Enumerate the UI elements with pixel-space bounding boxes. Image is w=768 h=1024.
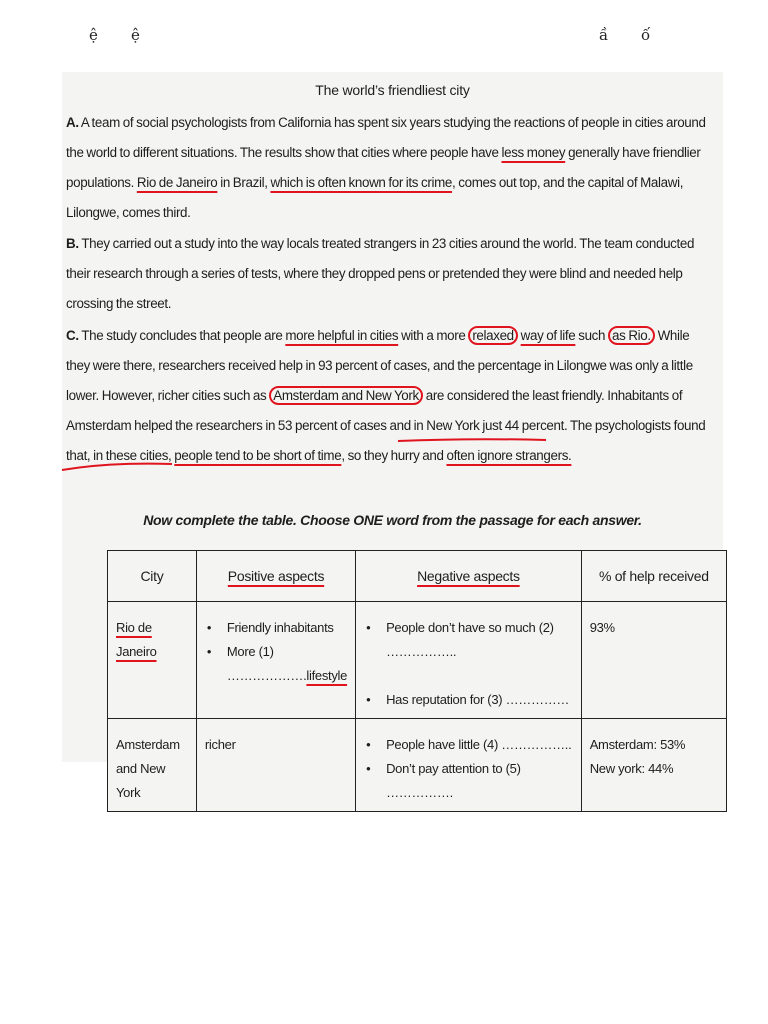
paragraph-text: in Brazil, [217, 175, 271, 190]
circled-word: as Rio. [608, 326, 655, 345]
header-glyph-2: ệ [131, 26, 140, 44]
answer-line [205, 664, 347, 688]
underlined-phrase: often ignore strangers. [446, 448, 572, 463]
answer-table [107, 550, 727, 812]
paragraph-a [66, 108, 706, 228]
list-item: • Don’t pay attention to (5) ……………. [364, 757, 573, 805]
positive-list [205, 616, 347, 664]
paragraph-letter: B. [66, 236, 79, 251]
answer-dots: ………………. [226, 668, 307, 683]
paragraph-text: are considered the least friendly. Inhabitants of Amsterdam helped the researchers in 53 percent of cases and in New York just 44 percent. The psychologists found that, in these cities, [66, 388, 706, 463]
paragraph-text: A team of social psychologists from California has spent six years studying the reactions of people in cities around the world to different situations. The results show that cities where people have [66, 115, 706, 160]
negative-list [364, 616, 573, 712]
underlined-phrase: more helpful in cities [285, 328, 399, 343]
header-positive [196, 551, 355, 602]
city-name: Rio de Janeiro [116, 620, 157, 659]
circled-word: relaxed [468, 326, 517, 345]
list-item: • More (1) [205, 640, 347, 664]
list-item: • Friendly inhabitants [205, 616, 347, 640]
table-header-row [108, 551, 727, 602]
percent-newyork: New york: 44% [589, 761, 674, 776]
cell-negative [356, 719, 582, 812]
table-row-amsterdam-newyork [108, 719, 727, 812]
paragraph-b [66, 229, 706, 319]
list-item: • Has reputation for (3) …………… [364, 688, 573, 712]
paragraph-text: , so they hurry and [341, 448, 447, 463]
underlined-phrase: Rio de Janeiro [136, 175, 218, 190]
paragraph-text: They carried out a study into the way locals treated strangers in 23 cities around the world. The team conducted their research through a series of tests, where they dropped pens or pretended they were blind and needed help crossing the street. [66, 236, 695, 311]
paragraph-letter: C. [66, 328, 79, 343]
paragraph-text: generally have friendlier populations. [66, 145, 701, 190]
underlined-phrase: which is often known for its crime [270, 175, 453, 190]
paragraph-text: with a more [398, 328, 469, 343]
header-glyph-1: ệ [89, 26, 98, 44]
cell-percent: 93% [581, 602, 726, 719]
header-percent: % of help received [581, 551, 726, 602]
underlined-phrase: less money [501, 145, 566, 160]
table-row-rio [108, 602, 727, 719]
cell-negative [356, 602, 582, 719]
paragraph-c [66, 321, 706, 471]
passage-title: The world’s friendliest city [315, 82, 470, 98]
header-glyph-4: ố [641, 26, 651, 44]
underlined-phrase: people tend to be short of time [174, 448, 342, 463]
negative-list [364, 733, 573, 805]
percent-amsterdam: Amsterdam: 53% [589, 737, 686, 752]
cell-percent [581, 719, 726, 812]
circled-phrase: Amsterdam and New York [269, 386, 423, 405]
header-negative [356, 551, 582, 602]
list-item: • People don’t have so much (2) …………….. [364, 616, 573, 664]
header-negative-label: Negative aspects [417, 568, 520, 584]
scanned-worksheet [62, 72, 723, 800]
handwritten-answer: lifestyle [306, 668, 348, 683]
underlined-phrase: way of life [520, 328, 576, 343]
paragraph-text: such [575, 328, 608, 343]
cell-city: Amsterdam and New York [108, 719, 197, 812]
paragraph-text: The study concludes that people are [78, 328, 286, 343]
list-item: • People have little (4) …………….. [364, 733, 573, 757]
cell-city [108, 602, 197, 719]
paragraph-letter: A. [66, 115, 79, 130]
header-positive-label: Positive aspects [227, 568, 325, 584]
cell-positive: richer [196, 719, 355, 812]
paragraph-text: While they were there, researchers received help in 93 percent of cases, and the percentage in Lilongwe was only a little lower. However, richer cities such as [66, 328, 693, 403]
header-city: City [108, 551, 197, 602]
paragraph-text: , comes out top, and the capital of Malawi, Lilongwe, comes third. [66, 175, 684, 220]
cell-positive [196, 602, 355, 719]
header-glyph-3: ầ [599, 26, 609, 44]
table-instruction: Now complete the table. Choose ONE word from the passage for each answer. [143, 512, 642, 528]
